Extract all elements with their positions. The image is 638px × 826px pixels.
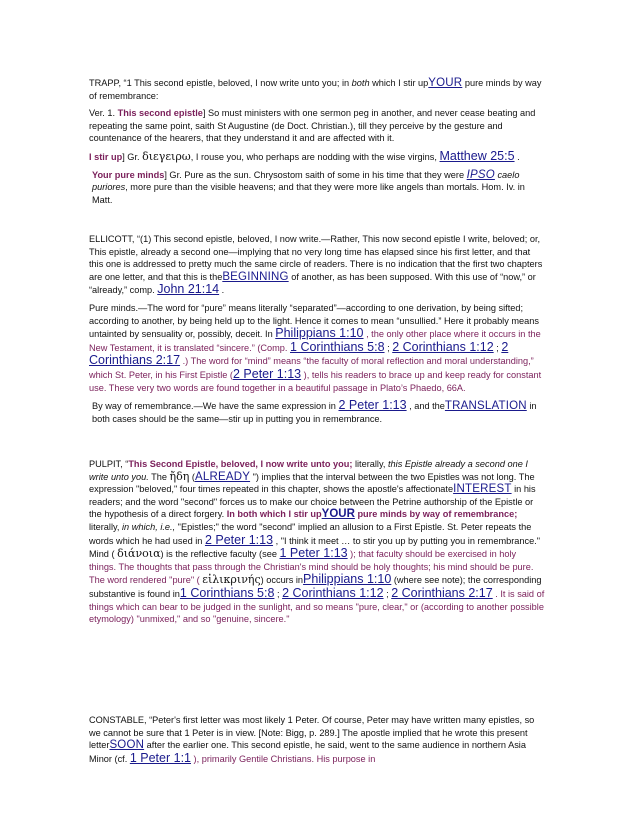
- your-link-b[interactable]: YOUR: [321, 508, 355, 521]
- 2-corinthians-1-12-link[interactable]: 2 Corinthians 1:12: [392, 339, 494, 354]
- 2-corinthians-2-17-link[interactable]: 2 Corinthians 2:17: [89, 339, 509, 368]
- soon-link[interactable]: SOON: [109, 739, 145, 752]
- 1-corinthians-5-8-link[interactable]: 1 Corinthians 5:8: [290, 339, 385, 354]
- 2-peter-1-13-link-c[interactable]: 2 Peter 1:13: [204, 532, 274, 547]
- constable-paragraph: CONSTABLE, “Peter's first letter was most likely 1 Peter. Of course, Peter may have written many epistles, so we cannot be sure that 1 Peter is in view. [Note: Bigg, p. 289.] The apostle implied that he wrote this present letterSOON after the earlier one. This second epistle, he said, went to the same audience in northern Asia Minor (cf. 1 Peter 1:1 ), primarily Gentile Christians. His purpose in: [89, 715, 535, 765]
- 2-corinthians-1-12-link-b[interactable]: 2 Corinthians 1:12: [282, 585, 384, 600]
- ellicott-paragraph-1: ELLICOTT, “(1) This second epistle, beloved, I now write.—Rather, This now second epistle I write, beloved; or, This epistle, already a second one—implying that no very long time has elapsed since his first letter, and that this one is addressed to pretty much the same circle of readers. There is no indication that the first two chapters are one letter, and that this is theBEGINNING of another, as has been supposed. With this use of “now,” or “already,” comp. John 21:14 .: [89, 234, 543, 297]
- trapp-paragraph-3: I stir up] Gr. διεγειρω, I rouse you, who perhaps are nodding with the wise virgins, Matthew 25:5 .: [89, 148, 520, 163]
- ellicott-paragraph-3: By way of remembrance.—We have the same expression in 2 Peter 1:13 , and theTRANSLATION in both cases should be the same—stir up in putting you in remembrance.: [92, 398, 537, 424]
- pulpit-section: [89, 458, 545, 626]
- trapp-paragraph-1: TRAPP, “1 This second epistle, beloved, I now write unto you; in both which I stir upYOUR pure minds by way of remembrance:: [89, 77, 542, 101]
- 1-peter-1-13-link[interactable]: 1 Peter 1:13: [279, 546, 348, 561]
- 1-corinthians-5-8-link-b[interactable]: 1 Corinthians 5:8: [179, 585, 275, 600]
- trapp-section: [89, 77, 545, 206]
- john-21-14-link[interactable]: John 21:14: [157, 282, 220, 297]
- trapp-paragraph-2: Ver. 1. This second epistle] So must ministers with one sermon peg in another, and never cease beating and repeating the same point, saith St Augustine (de Doct. Christian.), till they perceive by the gesture and countenance of the hearers, that they understand it and are affected with it.: [89, 108, 536, 144]
- ellicott-section: [89, 233, 545, 425]
- ipso-link[interactable]: IPSO: [466, 168, 495, 181]
- trapp-paragraph-4: Your pure minds] Gr. Pure as the sun. Chrysostom saith of some in his time that they were IPSO caelo puriores, more pure than the visible heavens; and that they were more like angels than mortals. Hom. Iv. in Matt.: [92, 168, 525, 205]
- 1-peter-1-1-link[interactable]: 1 Peter 1:1: [129, 750, 191, 765]
- beginning-link[interactable]: BEGINNING: [222, 270, 289, 283]
- 2-corinthians-2-17-link-b[interactable]: 2 Corinthians 2:17: [391, 585, 493, 600]
- 2-peter-1-13-link[interactable]: 2 Peter 1:13: [233, 366, 302, 381]
- your-link[interactable]: YOUR: [428, 77, 463, 89]
- translation-link[interactable]: TRANSLATION: [444, 400, 527, 413]
- pulpit-paragraph: PULPIT, “This Second Epistle, beloved, I now write unto you; literally, this Epistle already a second one I write unto you. The ἤδη (ALREADY ") implies that the interval between the two Epistles was not long. The expression "beloved," four times repeated in this chapter, shows the apostle's affectionateINTEREST in his readers; and the word "second" forces us to make our choice between the Petrine authorship of the Epistle or the hypothesis of a direct forgery. In both which I stir upYOUR pure minds by way of remembrance; literally, in which, i.e., "Epistles;" the word "second" implied an allusion to a First Epistle. St. Peter repeats the words which he had used in 2 Peter 1:13 , "I think it meet … to stir you up by putting you in remembrance." Mind ( διάνοια) is the reflective faculty (see 1 Peter 1:13 ); that faculty should be exercised in holy things. The thoughts that pass through the Christian's mind should be holy thoughts; his mind should be pure. The word rendered "pure" ( εἰλικρινής) occurs inPhilippians 1:10 (where see note); the corresponding substantive is found in1 Corinthians 5:8 ; 2 Corinthians 1:12 ; 2 Corinthians 2:17 . It is said of things which can bear to be judged in the sunlight, and so means "pure, clear," or (according to another possible etymology) "unmixed," and so "genuine, sincere.": [89, 459, 545, 625]
- matthew-25-5-link[interactable]: Matthew 25:5: [439, 148, 515, 163]
- already-link[interactable]: ALREADY: [194, 470, 251, 483]
- interest-link[interactable]: INTEREST: [453, 483, 512, 496]
- philippians-1-10-link[interactable]: Philippians 1:10: [275, 326, 364, 341]
- philippians-1-10-link-b[interactable]: Philippians 1:10: [303, 572, 392, 587]
- 2-peter-1-13-link-b[interactable]: 2 Peter 1:13: [338, 398, 407, 413]
- constable-section: [89, 714, 545, 765]
- ellicott-paragraph-2: Pure minds.—The word for “pure” means literally “separated”—according to one derivation, by being sifted; according to another, by being held up to the light. Hence it comes to mean “unsullied.” Here it probably means untainted by sensuality or, possibly, deceit. In Philippians 1:10 , the only other place where it occurs in the New Testament, it is translated “sincere.” (Comp. 1 Corinthians 5:8 ; 2 Corinthians 1:12 ; 2 Corinthians 2:17 .) The word for “mind” means “the faculty of moral reflection and moral understanding,” which St. Peter, in his First Epistle (2 Peter 1:13 ), tells his readers to brace up and keep ready for constant use. These very two words are found together in a beautiful passage in Plato’s Phaedo, 66A.: [89, 302, 542, 393]
